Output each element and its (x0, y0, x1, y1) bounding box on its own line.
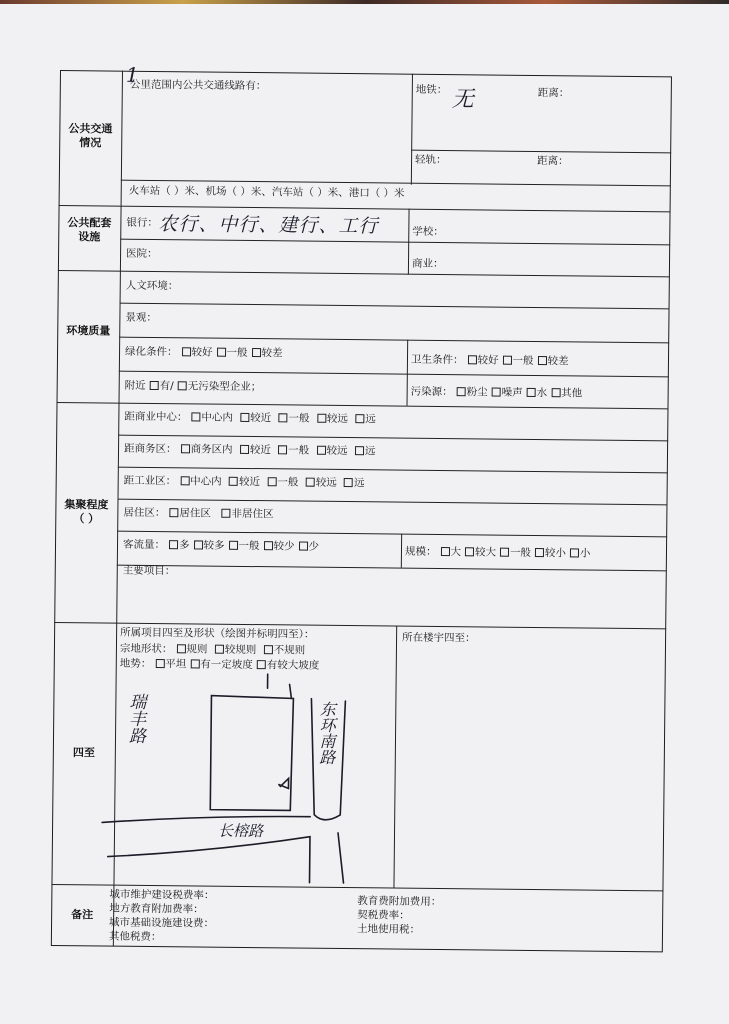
scale-option-4: 较小 (544, 547, 567, 560)
flow-label: 客流量： (122, 538, 166, 552)
section-agglomeration: 集聚程度 （ ） (64, 498, 109, 526)
commercial-option-3: 一般 (288, 412, 310, 425)
sanitation-option-1: 较好 (477, 354, 499, 367)
sanitation-option-2: 一般 (512, 354, 534, 367)
education-surcharge: 教育费附加费用： (357, 895, 442, 909)
bus-radius-handwritten: 1 (125, 62, 139, 87)
terrain-label: 地势： (119, 657, 152, 670)
flow-option-2: 较多 (203, 539, 225, 552)
flow-option-5: 少 (308, 540, 320, 553)
scale-option-5: 小 (579, 547, 591, 560)
parcel-shape-option-3: 不规则 (273, 644, 306, 657)
scale-option-2: 较大 (474, 546, 497, 559)
metro-value-handwritten: 无 (451, 87, 474, 113)
stations-line: 火车站（ ）米、机场（ ）米、汽车站（ ）米、港口（ ）米 (128, 184, 405, 200)
sanitation-label: 卫生条件： (410, 353, 464, 367)
parcel-marker (278, 778, 288, 788)
pollution-option-4: 其他 (561, 387, 583, 400)
commercial-option-2: 较近 (250, 412, 272, 425)
paper-sheet (0, 4, 729, 1024)
parcel-shape-option-1: 规则 (186, 643, 208, 656)
business-option-5: 远 (364, 445, 376, 458)
pollution-option-2: 噪声 (501, 386, 523, 399)
greening-option-2: 一般 (226, 346, 248, 359)
terrain-option-1: 平坦 (165, 658, 187, 671)
scale-option-3: 一般 (509, 546, 532, 559)
city-maintenance-tax: 城市维护建设税费率： (109, 888, 215, 902)
commerce-label: 商业： (411, 257, 444, 271)
industrial-option-2: 较近 (238, 475, 261, 489)
residential-option-2: 非居住区 (231, 507, 274, 521)
city-infrastructure-fee: 城市基础设施建设费： (109, 916, 215, 930)
nearby-label: 附近 (124, 379, 146, 392)
parcel-outline (210, 696, 293, 811)
pollution-option-1: 粉尘 (466, 386, 488, 399)
pollution-option-3: 水 (536, 387, 548, 400)
south-road-bottom (108, 835, 310, 883)
flow-option-1: 多 (178, 539, 190, 552)
section-remarks: 备注 (71, 908, 94, 922)
business-option-2: 较近 (249, 444, 271, 457)
local-education-surcharge: 地方教育附加费率： (109, 902, 204, 916)
main-items-label: 主要项目： (122, 564, 176, 578)
light-rail-distance-label: 距离： (537, 155, 569, 168)
terrain-option-3: 有较大坡度 (266, 659, 320, 672)
industrial-option-3: 一般 (277, 476, 299, 489)
parcel-shape-label: 宗地形状： (119, 642, 173, 656)
business-option-4: 较远 (326, 444, 348, 458)
land-use-tax: 土地使用税： (356, 923, 421, 936)
bank-label: 银行： (126, 216, 158, 230)
industrial-label: 距工业区： (123, 474, 177, 488)
deed-tax-rate: 契税费率： (357, 909, 410, 922)
flow-option-3: 一般 (238, 539, 260, 553)
humanity-label: 人文环境： (125, 279, 179, 293)
section-facilities: 公共配套 设施 (67, 216, 112, 244)
commercial-label: 距商业中心： (124, 410, 188, 424)
scale-label: 规模： (404, 545, 437, 558)
section-environment: 环境质量 (66, 324, 111, 338)
school-label: 学校： (412, 225, 444, 239)
nearby-option-2: 无污染型企业； (187, 380, 262, 394)
parcel-shape-option-2: 较规则 (224, 643, 257, 657)
business-option-1: 商务区内 (190, 443, 233, 456)
flow-option-4: 较少 (273, 540, 295, 553)
industrial-option-5: 远 (354, 477, 365, 490)
residential-option-1: 居住区 (179, 507, 211, 520)
landscape-label: 景观： (125, 311, 157, 325)
light-rail-label: 轻轨： (415, 153, 447, 167)
survey-form (51, 62, 672, 956)
terrain-option-2: 有一定坡度 (200, 658, 253, 672)
hospital-label: 医院： (126, 247, 158, 261)
south-road-top (102, 814, 310, 824)
scale-option-1: 大 (450, 546, 462, 559)
commercial-option-4: 较远 (326, 412, 348, 426)
section-traffic: 公共交通 情况 (68, 122, 113, 150)
east-road-lower (338, 833, 345, 883)
metro-label: 地铁： (415, 83, 448, 97)
greening-label: 绿化条件： (124, 345, 178, 359)
commercial-option-1: 中心内 (201, 411, 233, 424)
pollution-label: 污染源： (410, 385, 453, 399)
industrial-option-1: 中心内 (190, 475, 222, 488)
east-road-handwritten: 东环南路 (316, 700, 337, 765)
business-label: 距商务区： (123, 442, 177, 456)
project-boundaries-label: 所属项目四至及形状（绘图并标明四至）： (120, 626, 315, 641)
site-sketch (51, 70, 672, 956)
business-option-3: 一般 (288, 444, 310, 457)
nearby-option-1: 有/ (159, 380, 174, 393)
west-road-handwritten: 瑞丰路 (124, 692, 146, 744)
bank-value-handwritten: 农行、中行、建行、工行 (158, 213, 379, 238)
parcel-corner-marks (267, 674, 291, 698)
industrial-option-4: 较远 (315, 476, 337, 489)
greening-option-1: 较好 (191, 346, 213, 359)
residential-label: 居住区： (123, 506, 166, 520)
building-boundaries-label: 所在楼宇四至： (402, 631, 476, 645)
greening-option-3: 较差 (261, 347, 283, 360)
metro-distance-label: 距离： (537, 87, 570, 100)
sanitation-option-3: 较差 (547, 355, 569, 368)
other-taxes: 其他税费： (108, 930, 162, 944)
south-road-handwritten: 长榕路 (217, 821, 264, 841)
bus-lines-label: 公里范围内公共交通线路有： (129, 78, 267, 93)
section-boundaries: 四至 (72, 746, 95, 760)
commercial-option-5: 远 (365, 413, 376, 426)
